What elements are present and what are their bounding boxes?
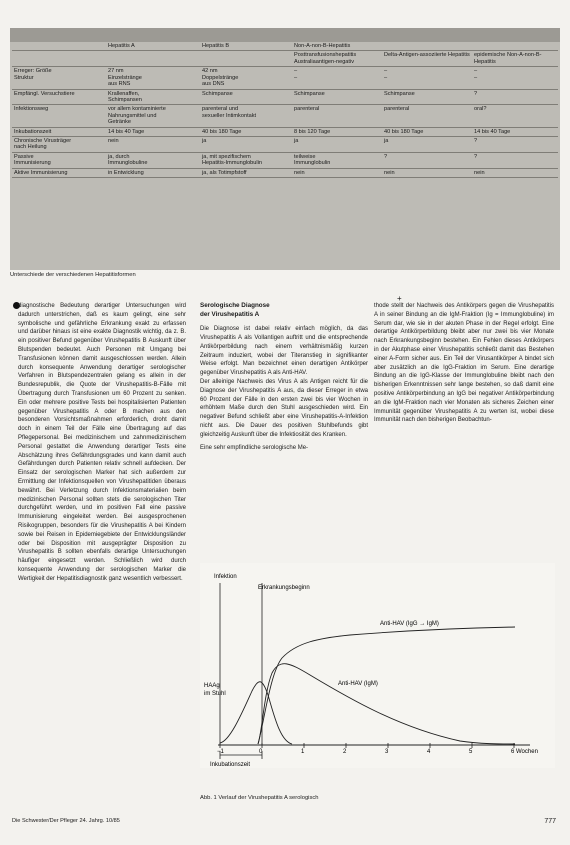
table-cell: parenteral xyxy=(292,105,382,127)
middle-paragraph-1: Die Diagnose ist dabei relativ einfach möglich, da das Virushepatitis A als Vollantigen auftritt und die entsprechende Antikörperbildung nach einem verhältnismäßig kurzen Zeitraum induziert, wobei der Titeranstieg in signifikanter Weise erfolgt. Man bezeichnet einen derartigen Antikörper gegenüber Virushepatitis A als Anti-HAV. xyxy=(200,326,368,377)
table-cell: 8 bis 120 Tage xyxy=(292,127,382,136)
figure-frame xyxy=(200,563,555,768)
label-haag-stuhl: im Stuhl xyxy=(204,691,226,697)
header-hepatitis-a: Hepatitis A xyxy=(106,42,200,51)
x-tick-label: 2 xyxy=(343,749,347,755)
table-cell: – – xyxy=(382,67,472,89)
subheader-epidemic: epidemische Non-A-non-B-Hepatitis xyxy=(472,51,558,67)
table-cell: ja xyxy=(292,137,382,153)
table-cell: 40 bis 180 Tage xyxy=(382,127,472,136)
table-cell: ja, durch Immunglobuline xyxy=(106,152,200,168)
table-cell: Schimpanse xyxy=(292,89,382,105)
right-column-text: thode stellt der Nachweis des Antikörpers gegen die Virushepatitis A in seiner Bindung an die IgM-Fraktion (Ig = Immunglobuline) im Serum dar, wie sie in der akuten Phase in der Regel erfolgt. Eine derartige Antikörperbildung bleibt aber nur zwei bis vier Monate nach Erkrankungsbeginn bestehen. Ein Fehlen dieses Antikörpers in der Akutphase einer Virushepatitis schließt damit das Bestehen einer A-Form sicher aus. Ein Teil der Virusantikörper A bindet sich aber zusätzlich an die IgG-Fraktion im Serum. Eine derartige Bindung an die IgG-Klasse der Immunglobuline bleibt nach den bisherigen Erkenntnissen sehr lange bestehen, so daß damit eine positive Antikörperbindung an IgG bei negativer Antikörperbindung an die IgM-Fraktion nach vier Monaten als sicheres Zeichen einer Immunität gegenüber Virushepatitis A zu werten ist, wobei diese Immunität nach den bisherigen Beobachtun- xyxy=(374,303,554,424)
table-cell: 42 nm Doppelstränge aus DNS xyxy=(200,67,292,89)
row-label: Infektionsweg xyxy=(12,105,106,127)
section-heading-2: der Virushepatitis A xyxy=(200,310,260,318)
table-cell: ? xyxy=(472,137,558,153)
x-tick-label: 4 xyxy=(427,749,431,755)
row-label: Erreger: Größe Struktur xyxy=(12,67,106,89)
header-non-a-non-b: Non-A-non-B-Hepatitis xyxy=(292,42,558,51)
x-tick-label: 0 xyxy=(259,749,263,755)
label-infektion: Infektion xyxy=(214,574,237,580)
section-heading-1: Serologische Diagnose xyxy=(200,302,270,309)
table-row xyxy=(12,105,558,127)
label-anti-hav-igg: Anti-HAV (IgG → IgM) xyxy=(380,621,439,627)
table-cell: nein xyxy=(472,168,558,177)
hepatitis-comparison-table xyxy=(12,42,558,178)
label-inkubationszeit: Inkubationszeit xyxy=(210,762,251,768)
x-tick-label: 1 xyxy=(301,749,305,755)
middle-paragraph-2: Der alleinige Nachweis des Virus A als Antigen reicht für die Diagnose der Virushepatitis A aus, da dieser Erreger in etwa 60 Prozent der Fälle in den ersten zwei bis vier Wochen in erhöhtem Maße durch den Stuhl ausgeschieden wird. Ein negativer Befund schließt aber eine Virushepatitis-A-Infektion nicht aus. Die Dauer des positiven Stuhlbefunds gibt gleichzeitig Auskunft über die Infektiosität des Kranken. xyxy=(200,378,368,438)
table-cell: Krallenaffen, Schimpansen xyxy=(106,89,200,105)
table-cell: ja, als Totimpfstoff xyxy=(200,168,292,177)
table-row xyxy=(12,89,558,105)
table-cell: – – xyxy=(292,67,382,89)
label-haag: HAAg xyxy=(204,683,220,689)
table-row xyxy=(12,127,558,136)
table-row xyxy=(12,137,558,153)
table-cell: 14 bis 40 Tage xyxy=(106,127,200,136)
label-anti-hav-igm: Anti-HAV (IgM) xyxy=(338,681,378,687)
row-label: Chronische Virusträger nach Heilung xyxy=(12,137,106,153)
header-empty xyxy=(12,42,106,51)
left-column-text: diagnostische Bedeutung derartiger Untersuchungen wird dadurch unterstrichen, daß es kaum gelingt, eine sehr symbolische und gefährliche Erkrankung exakt zu erfassen und darüber hinaus ist eine exakte Diagnostik wichtig, da z. B. ein positiver Befund gegenüber Virushepatitis B Auskunft über Blutspenden bedeutet. Auch Personen mit Umgang bei Transfusionen können damit ausgeschlossen werden. Allein durch konsequente Anwendung derartiger serologischer Verfahren in Blutspendezentralen gelang es allein in der Bundesrepublik, die Quote der Virushepatitis-B-Fälle mit Übertragung durch Transfusionen um 60 Prozent zu senken. Ein oder mehrere positive Tests bei hospitalisierten Patienten gegenüber Virushepatitis A oder B machen aus den besonderen Vorsichtsmaßnahmen erforderlich, droht damit doch in einem Teil der Fälle eine Übertragung auf das Pflegepersonal. Bei medizinischem und zahnmedizinischem Personal gestattet die Anwendung derartiger Tests eine Abschätzung ihres Gefährdungsgrades und kann damit auch Gefährdungen durch Patienten relativ schnell aufdecken. Der Einsatz der serologischen Marker hat sich außerdem zur Ermittlung der Infektionsquellen von Virushepatitiden überaus bewährt. Bei Verletzung durch Infektionsmaterialien beim medizinischen Personal sollten stets die serologischen Titer durchgeführt werden, und im positiven Fall eine passive Immunisierung eingeleitet werden. Bei ausgesprochenen Risikogruppen, besonders für die Virushepatitis A bei Kindern sowie bei Reisen in Epidemiegebiete der Entwicklungsländer oder bei Disposition mit ausgeprägter Disposition zu Virushepatitis B sollten ebenfalls derartige Untersuchungen häufiger eingesetzt werden. Schließlich wird durch konsequente Anwendung der serologischen Marker die Wertigkeit der Hepatitisdiagnostik ganz wesentlich verbessert. xyxy=(18,303,186,582)
hepatitis-table-panel xyxy=(10,28,560,270)
middle-column xyxy=(200,302,368,452)
label-erkrankungsbeginn: Erkrankungsbeginn xyxy=(258,585,310,591)
table-body xyxy=(12,67,558,178)
table-cell: vor allem kontaminierte Nahrungsmittel und Getränke xyxy=(106,105,200,127)
page-number: 777 xyxy=(544,818,556,825)
middle-paragraph-3: Eine sehr empfindliche serologische Me- xyxy=(200,444,309,451)
header-hepatitis-b: Hepatitis B xyxy=(200,42,292,51)
table-top-strip xyxy=(10,28,560,42)
x-tick-label: 5 xyxy=(469,749,473,755)
table-header-row xyxy=(12,42,558,51)
table-cell: in Entwicklung xyxy=(106,168,200,177)
table-cell: ? xyxy=(382,152,472,168)
left-column xyxy=(18,302,186,584)
serology-diagram xyxy=(200,563,555,768)
serology-figure xyxy=(200,563,555,768)
plus-mark: + xyxy=(397,294,402,303)
footer-journal: Die Schwester/Der Pfleger 24. Jahrg. 10/85 xyxy=(12,818,120,824)
table-cell: parenteral und sexueller Intimkontakt xyxy=(200,105,292,127)
table-cell: nein xyxy=(382,168,472,177)
table-cell: teilweise Immunglobulin xyxy=(292,152,382,168)
x-tick-label: 3 xyxy=(385,749,389,755)
row-label: Passive Immunisierung xyxy=(12,152,106,168)
table-cell: nein xyxy=(106,137,200,153)
row-label: Aktive Immunisierung xyxy=(12,168,106,177)
x-tick-label: −1 xyxy=(217,749,224,755)
subheader-posttransfusion: Posttransfusionshepatitis Australiaantigen-negativ xyxy=(292,51,382,67)
table-cell: ? xyxy=(472,89,558,105)
table-cell: oral? xyxy=(472,105,558,127)
table-cell: Schimpanse xyxy=(382,89,472,105)
table-cell: – – xyxy=(472,67,558,89)
figure-caption: Abb. 1 Verlauf der Virushepatitis A serologisch xyxy=(200,795,319,801)
table-row xyxy=(12,168,558,177)
x-tick-label: 6 Wochen xyxy=(511,749,538,755)
table-cell: nein xyxy=(292,168,382,177)
table-cell: parenteral xyxy=(382,105,472,127)
table-cell: ja, mit spezifischem Hepatitis-Immunglobulin xyxy=(200,152,292,168)
table-caption: Unterschiede der verschiedenen Hepatitisformen xyxy=(10,272,136,278)
table-cell: ja xyxy=(382,137,472,153)
table-cell: 40 bis 180 Tage xyxy=(200,127,292,136)
table-cell: ? xyxy=(472,152,558,168)
table-subheader-row xyxy=(12,51,558,67)
row-label: Inkubationszeit xyxy=(12,127,106,136)
row-label: Empfängl. Versuchstiere xyxy=(12,89,106,105)
table-row xyxy=(12,152,558,168)
table-cell: Schimpanse xyxy=(200,89,292,105)
subheader-delta: Delta-Antigen-assoziierte Hepatitis xyxy=(382,51,472,67)
table-cell: ja xyxy=(200,137,292,153)
right-column xyxy=(374,302,554,425)
table-cell: 27 nm Einzelstränge aus RNS xyxy=(106,67,200,89)
table-cell: 14 bis 40 Tage xyxy=(472,127,558,136)
table-row xyxy=(12,67,558,89)
